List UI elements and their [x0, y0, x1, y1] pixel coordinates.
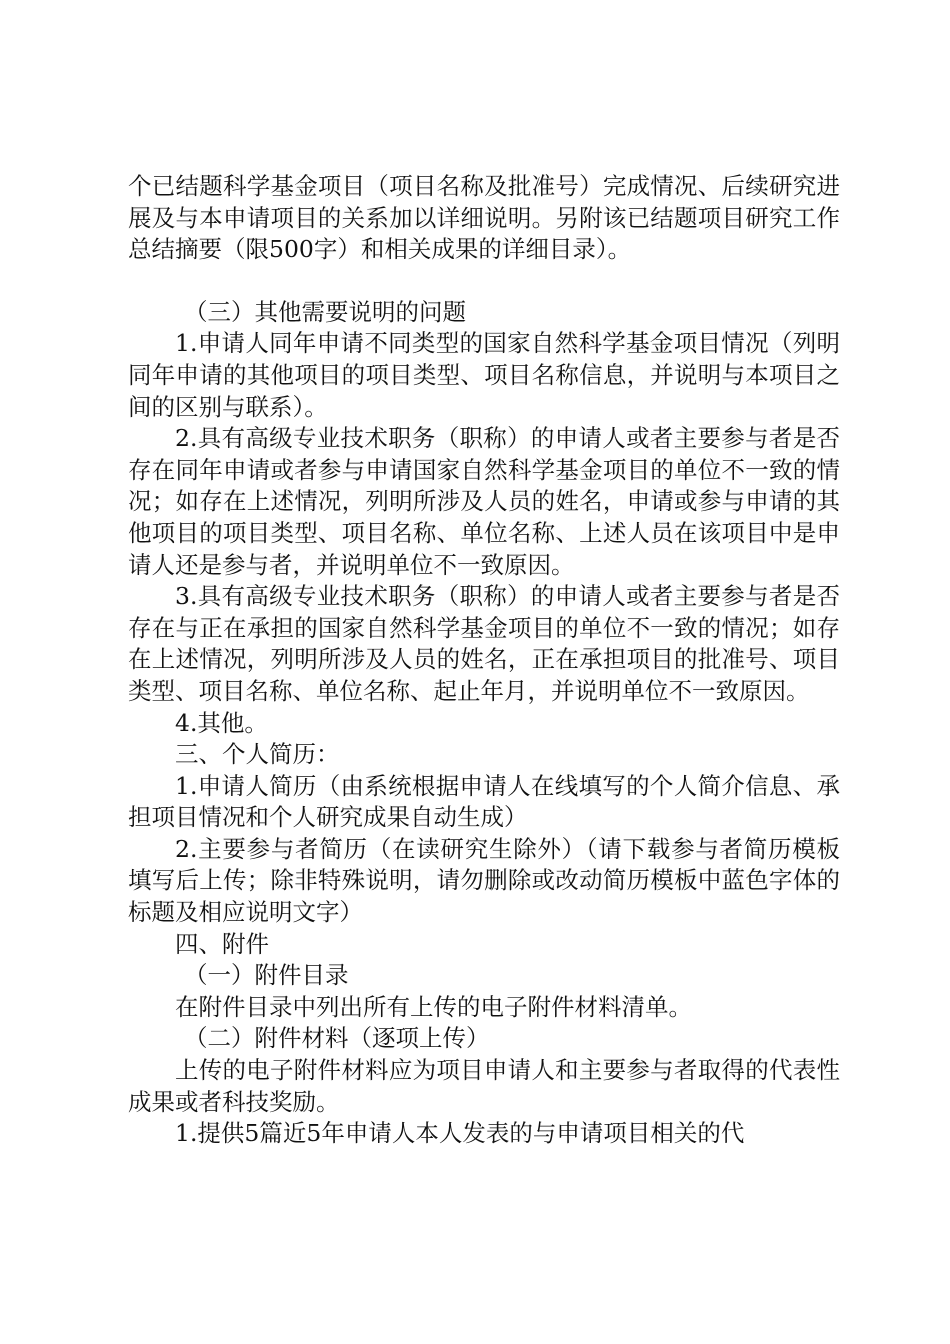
item-1-same-year-applications: 1.申请人同年申请不同类型的国家自然科学基金项目情况（列明同年申请的其他项目的项目类型、项目名称信息，并说明与本项目之间的区别与联系）。	[128, 329, 840, 421]
section-4-attachments: 四、附件	[175, 929, 269, 958]
attachment-materials-text: 上传的电子附件材料应为项目申请人和主要参与者取得的代表性成果或者科技奖励。	[128, 1056, 840, 1116]
item-2-affiliation-mismatch-applications: 2.具有高级专业技术职务（职称）的申请人或者主要参与者是否存在同年申请或者参与申请国家自然科学基金项目的单位不一致的情况；如存在上述情况，列明所涉及人员的姓名，申请或参与申请的其他项目的项目类型、项目名称、单位名称、上述人员在该项目中是申请人还是参与者，并说明单位不一致原因。	[128, 424, 840, 579]
heading-attachment-directory: （一）附件目录	[184, 961, 349, 990]
item-3-affiliation-mismatch-ongoing: 3.具有高级专业技术职务（职称）的申请人或者主要参与者是否存在与正在承担的国家自然科学基金项目的单位不一致的情况；如存在上述情况，列明所涉及人员的姓名，正在承担项目的批准号、项目类型、项目名称、单位名称、起止年月，并说明单位不一致原因。	[128, 582, 840, 705]
attachment-directory-text: 在附件目录中列出所有上传的电子附件材料清单。	[175, 992, 692, 1021]
resume-item-2-participants: 2.主要参与者简历（在读研究生除外）（请下载参与者简历模板填写后上传；除非特殊说明，请勿删除或改动简历模板中蓝色字体的标题及相应说明文字）	[128, 834, 840, 927]
section-3-resume: 三、个人简历：	[175, 740, 340, 769]
paragraph-gap	[128, 266, 840, 297]
heading-other-issues: （三）其他需要说明的问题	[184, 297, 466, 326]
paragraph-continued-summary: 个已结题科学基金项目（项目名称及批准号）完成情况、后续研究进展及与本申请项目的关系加以详细说明。另附该已结题项目研究工作总结摘要（限500字）和相关成果的详细目录）。	[128, 172, 840, 264]
document-body	[128, 171, 840, 1150]
item-4-other: 4.其他。	[175, 708, 268, 737]
heading-attachment-materials: （二）附件材料（逐项上传）	[184, 1024, 490, 1053]
resume-item-1-applicant: 1.申请人简历（由系统根据申请人在线填写的个人简介信息、承担项目情况和个人研究成果自动生成）	[128, 771, 840, 832]
attachment-item-1: 1.提供5篇近5年申请人本人发表的与申请项目相关的代	[175, 1119, 745, 1148]
